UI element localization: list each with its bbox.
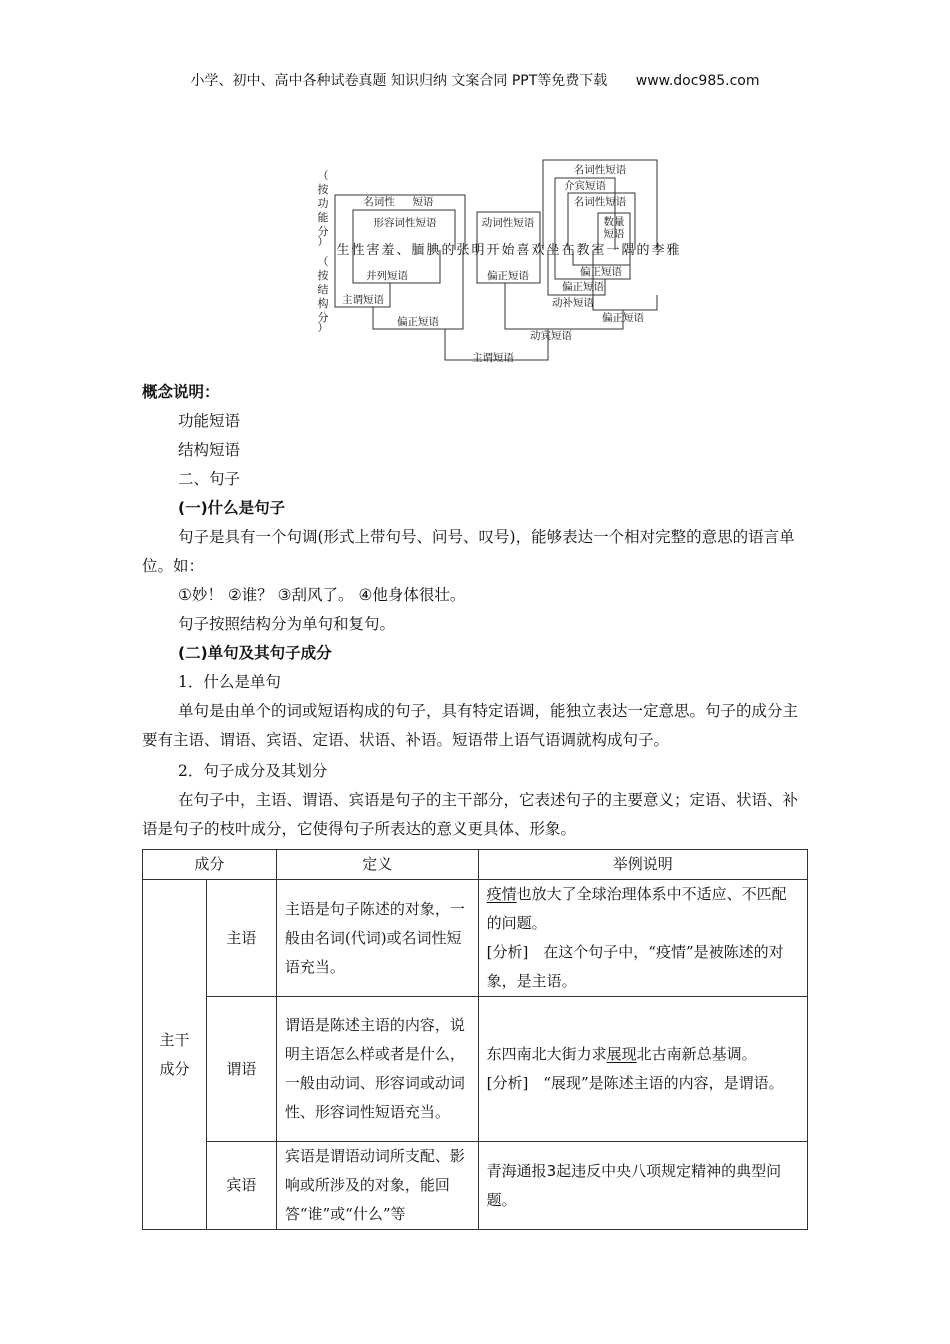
svg-text:结: 结: [317, 283, 329, 296]
sentence-char: 性: [351, 243, 365, 258]
sentence-char: 生: [336, 243, 350, 258]
table-row: [143, 1142, 808, 1230]
subsection-1: (一)什么是句子: [178, 499, 286, 517]
para-4: 在句子中，主语、谓语、宾语是句子的主干部分，它表述句子的主要意义；定语、状语、补语是句子的枝叶成分，它使得句子所表达的意义更具体、形象。: [142, 791, 799, 838]
svg-text:）: ）: [317, 321, 329, 334]
heading-1: 1．什么是单句: [178, 673, 281, 691]
sentence-char: 教: [576, 243, 590, 258]
para-1: 句子是具有一个句调(形式上带句号、问号、叹号)，能够表达一个相对完整的意思的语言单位。如：: [142, 528, 795, 575]
label-vp: 动词性短语: [481, 217, 535, 229]
label-np-mid: 名词性短语: [573, 196, 627, 208]
row-example: 东四南北大街力求展现北古南新总基调。 [分析] “展现”是陈述主语的内容，是谓语。: [478, 997, 807, 1142]
row-analysis: [分析] 在这个句子中，“疫情”是被陈述的对象，是主语。: [486, 943, 784, 990]
sentence-char: 腼: [411, 243, 425, 258]
sentence-char: 的: [636, 243, 650, 258]
components-table: [142, 849, 808, 1230]
row-name: 宾语: [206, 1142, 276, 1230]
concept-item-2: 结构短语: [178, 441, 241, 459]
subsection-2: (二)单句及其句子成分: [178, 644, 332, 662]
sentence-char: 喜: [516, 243, 530, 258]
heading-2: 2．句子成分及其划分: [178, 762, 328, 780]
sentence-char: 、: [396, 243, 410, 258]
sentence-char: 羞: [381, 243, 395, 258]
table-header-row: [143, 850, 808, 880]
row-analysis: [分析] “展现”是陈述主语的内容，是谓语。: [486, 1074, 784, 1092]
sentence-char: 张: [456, 243, 470, 258]
page-header: [0, 70, 950, 90]
svg-text:能: 能: [317, 211, 329, 224]
row-definition: 宾语是谓语动词所支配、影响或所涉及的对象，能回答“谁”或“什么”等: [276, 1142, 478, 1230]
label-qty2: 短语: [603, 228, 625, 240]
label-prep: 介宾短语: [564, 180, 606, 192]
label-adj: 形容词性短语: [373, 217, 437, 229]
label-func-1: （: [317, 169, 329, 182]
label-modhead5: 偏正短语: [602, 312, 644, 324]
sentence-char: 明: [471, 243, 485, 258]
label-subjpred2: 主谓短语: [472, 352, 514, 364]
svg-text:构: 构: [317, 297, 329, 310]
label-verbcomp: 动补短语: [552, 297, 594, 309]
svg-text:（: （: [317, 255, 329, 268]
table-row: [143, 997, 808, 1142]
header-text: 小学、初中、高中各种试卷真题 知识归纳 文案合同 PPT等免费下载: [190, 73, 608, 89]
concept-item-1: 功能短语: [178, 412, 241, 430]
svg-text:）: ）: [317, 235, 329, 248]
label-coord: 并列短语: [366, 270, 408, 282]
sentence-char: 一: [606, 243, 620, 258]
svg-text:功: 功: [317, 197, 329, 210]
svg-text:按: 按: [317, 269, 329, 282]
label-subjpred1: 主谓短语: [342, 294, 384, 306]
label-modhead3: 偏正短语: [580, 266, 622, 278]
label-modhead1: 偏正短语: [397, 316, 439, 328]
row-example: 疫情也放大了全球治理体系中不适应、不匹配的问题。 [分析] 在这个句子中，“疫情”是被陈述的对象，是主语。: [478, 880, 807, 997]
label-np-top: 名词性短语: [573, 164, 627, 176]
svg-text:分: 分: [317, 225, 329, 238]
sentence-char: 雅: [666, 243, 680, 258]
underlined-term: 疫情: [486, 885, 517, 903]
table-row: [143, 880, 808, 997]
sentence-char: 的: [441, 243, 455, 258]
label-modhead2: 偏正短语: [487, 270, 529, 282]
label-qty1: 数量: [603, 216, 625, 228]
label-verbobj: 动宾短语: [530, 330, 572, 342]
para-2: 句子按照结构分为单句和复句。: [178, 615, 396, 633]
group-cell: 主干成分: [143, 880, 207, 1230]
label-np1b: 短语: [412, 196, 434, 208]
label-np1: 名词性: [363, 196, 395, 208]
sentence-char: 始: [501, 243, 515, 258]
concept-title: 概念说明：: [142, 383, 220, 401]
sentence-char: 室: [591, 243, 605, 258]
examples: ①妙！ ②谁？ ③刮风了。 ④他身体很壮。: [178, 586, 466, 604]
row-definition: 谓语是陈述主语的内容，说明主语怎么样或者是什么，一般由动词、形容词或动词性、形容词性短语充当。: [276, 997, 478, 1142]
section-2-title: 二、句子: [178, 470, 241, 488]
sentence-char: 在: [561, 243, 575, 258]
label-modhead4: 偏正短语: [562, 281, 604, 293]
sentence-char: 腆: [426, 243, 440, 258]
sentence-char: 坐: [546, 243, 560, 258]
sentence-char: 欢: [531, 243, 545, 258]
sentence-char: 害: [366, 243, 380, 258]
phrase-diagram: [305, 155, 685, 370]
header-definition: 定义: [276, 850, 478, 880]
row-definition: 主语是句子陈述的对象，一般由名词(代词)或名词性短语充当。: [276, 880, 478, 997]
svg-text:按: 按: [317, 183, 329, 196]
svg-text:分: 分: [317, 311, 329, 324]
header-url[interactable]: www.doc985.com: [635, 73, 760, 89]
sentence-char: 开: [486, 243, 500, 258]
underlined-term: 展现: [606, 1045, 637, 1063]
row-example: 青海通报3起违反中央八项规定精神的典型问题。: [478, 1142, 807, 1230]
row-name: 谓语: [206, 997, 276, 1142]
row-name: 主语: [206, 880, 276, 997]
header-example: 举例说明: [478, 850, 807, 880]
sentence-char: 隅: [621, 243, 635, 258]
sentence-char: 李: [651, 243, 665, 258]
header-component: 成分: [143, 850, 277, 880]
para-3: 单句是由单个的词或短语构成的句子，具有特定语调，能独立表达一定意思。句子的成分主要有主语、谓语、宾语、定语、状语、补语。短语带上语气语调就构成句子。: [142, 702, 799, 749]
diagram-sentence: [336, 242, 679, 258]
